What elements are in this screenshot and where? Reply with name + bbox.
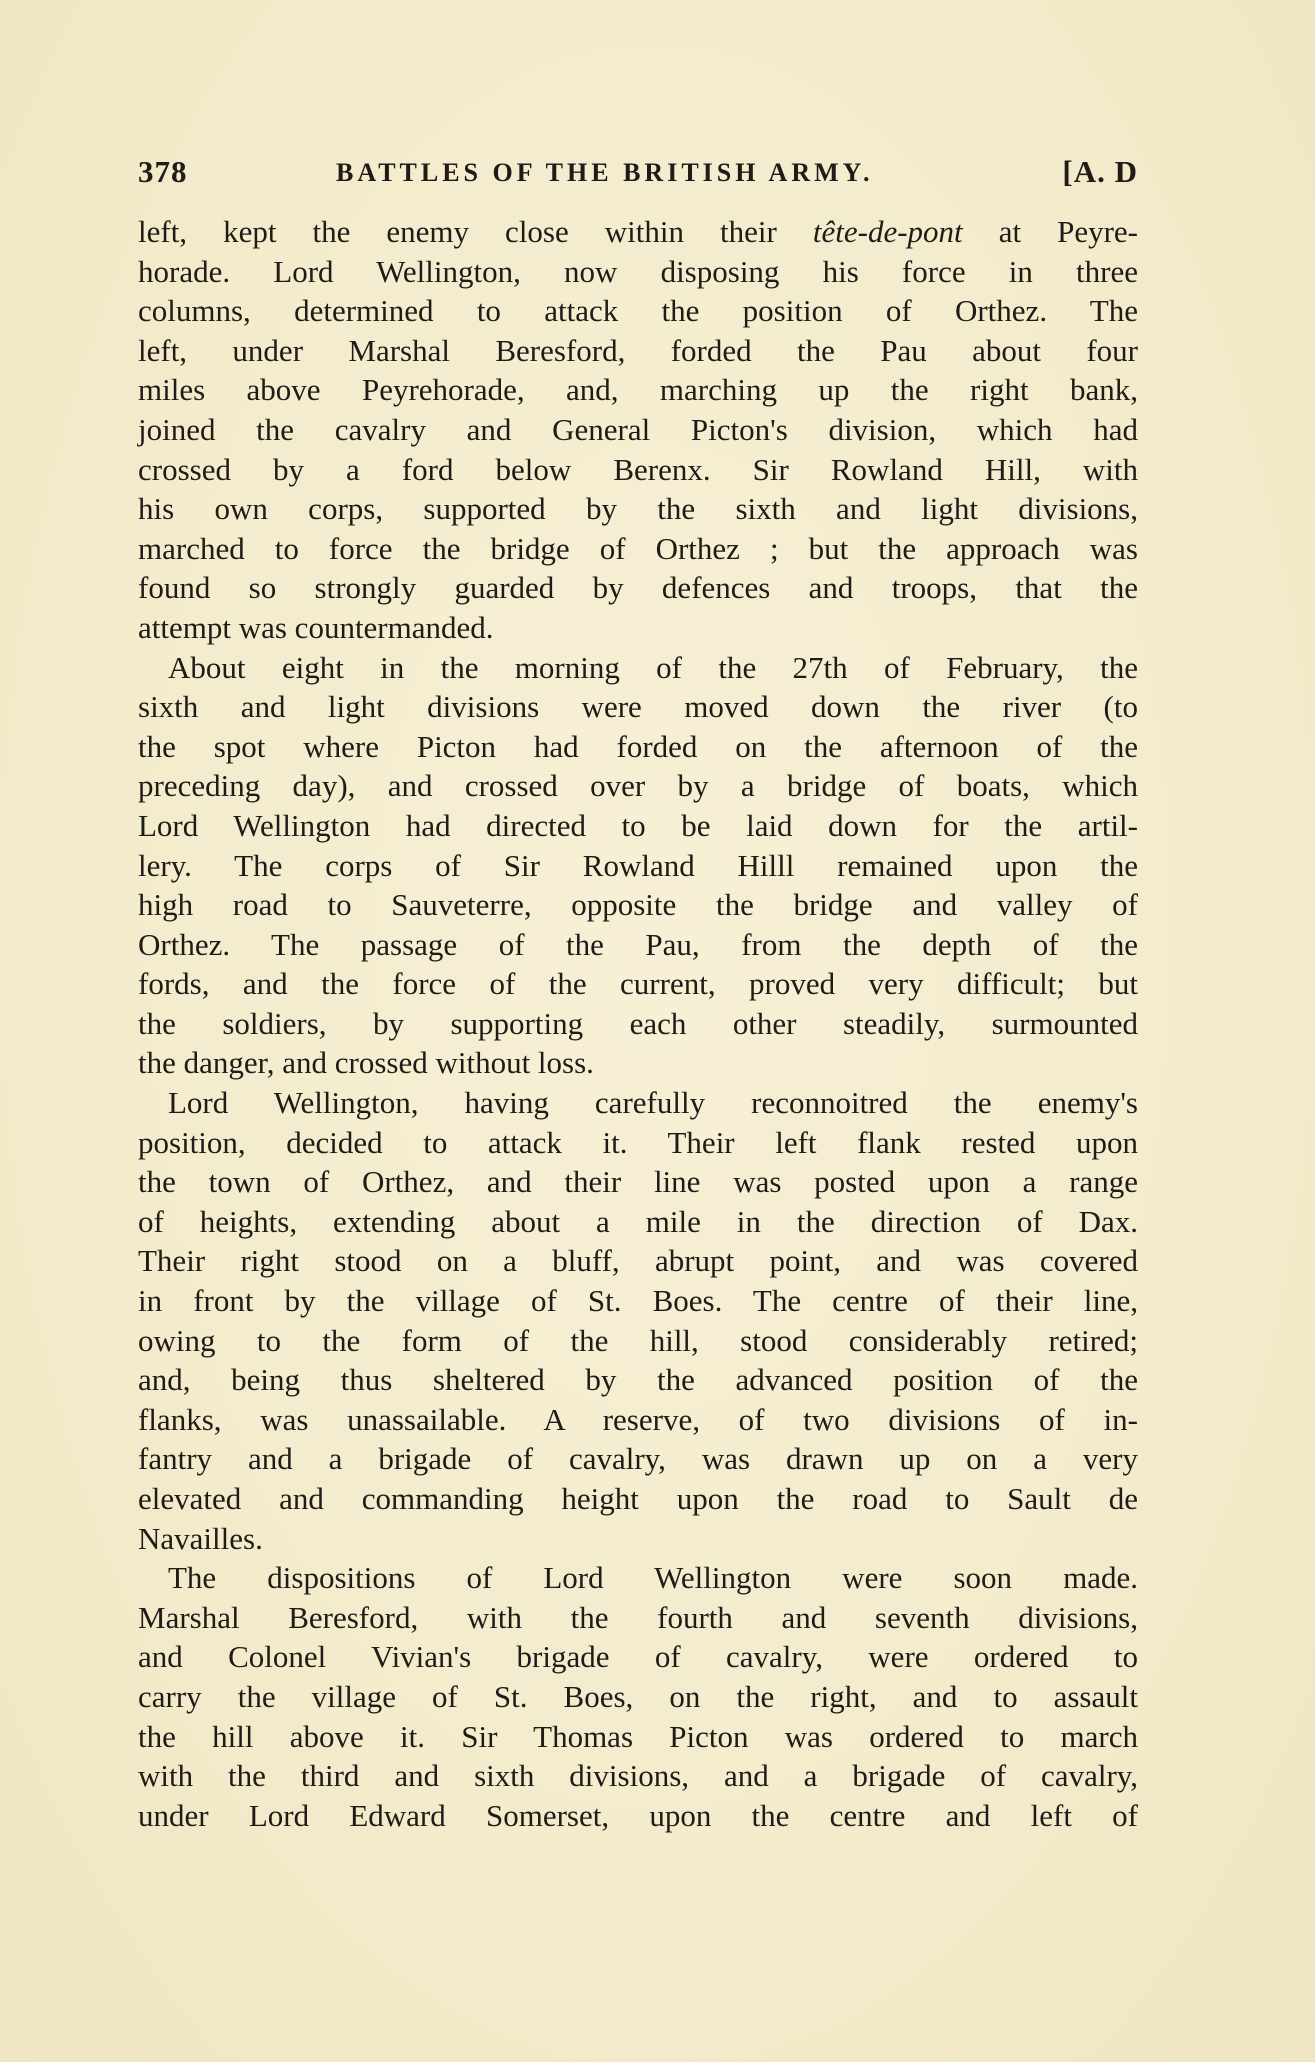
date-mark: [A. D (1062, 154, 1138, 189)
text-line: left, kept the enemy close within their tête-de-pont at Peyre- (138, 214, 1138, 249)
italic-term: tête-de-pont (812, 214, 963, 249)
text-line: crossed by a ford below Berenx. Sir Rowland Hill, with (138, 451, 1138, 487)
text-line: Navailles. (138, 1520, 263, 1556)
text-line: preceding day), and crossed over by a bridge of boats, which (138, 768, 1138, 804)
text-line: Orthez. The passage of the Pau, from the depth of the (138, 926, 1138, 962)
text-line: his own corps, supported by the sixth and light divisions, (138, 491, 1138, 527)
text-line: the danger, and crossed without loss. (138, 1045, 594, 1081)
text-line: fantry and a brigade of cavalry, was drawn up on a very (138, 1441, 1138, 1477)
body-text (138, 212, 1138, 1835)
text-line: in front by the village of St. Boes. The centre of their line, (138, 1283, 1138, 1319)
running-header (138, 154, 1138, 200)
text-line: miles above Peyrehorade, and, marching up the right bank, (138, 372, 1138, 408)
text-line: attempt was countermanded. (138, 609, 494, 645)
text-line: under Lord Edward Somerset, upon the centre and left of (138, 1797, 1138, 1833)
text-line: About eight in the morning of the 27th of February, the (168, 649, 1138, 685)
text-line: found so strongly guarded by defences and troops, that the (138, 570, 1138, 606)
text-line: horade. Lord Wellington, now disposing his force in three (138, 253, 1138, 289)
text-line: and, being thus sheltered by the advanced position of the (138, 1362, 1138, 1398)
text-line: carry the village of St. Boes, on the right, and to assault (138, 1678, 1138, 1714)
text-line: with the third and sixth divisions, and a brigade of cavalry, (138, 1758, 1138, 1794)
text-line: the soldiers, by supporting each other steadily, surmounted (138, 1005, 1138, 1041)
text-line: marched to force the bridge of Orthez ; but the approach was (138, 530, 1138, 566)
running-title: BATTLES OF THE BRITISH ARMY. (336, 158, 874, 187)
text-line: the hill above it. Sir Thomas Picton was ordered to march (138, 1718, 1138, 1754)
text-line: flanks, was unassailable. A reserve, of two divisions of in- (138, 1401, 1138, 1437)
text-line: and Colonel Vivian's brigade of cavalry, were ordered to (138, 1639, 1138, 1675)
text-line: Lord Wellington, having carefully reconnoitred the enemy's (168, 1085, 1138, 1121)
text-line: Their right stood on a bluff, abrupt point, and was covered (138, 1243, 1138, 1279)
text-line: lery. The corps of Sir Rowland Hilll remained upon the (138, 847, 1138, 883)
text-line: position, decided to attack it. Their left flank rested upon (138, 1124, 1138, 1160)
text-line: of heights, extending about a mile in the direction of Dax. (138, 1203, 1138, 1239)
text-line: joined the cavalry and General Picton's division, which had (138, 411, 1138, 447)
text-line: left, under Marshal Beresford, forded the Pau about four (138, 332, 1138, 368)
text-line: columns, determined to attack the position of Orthez. The (138, 293, 1138, 329)
text-line: Lord Wellington had directed to be laid down for the artil- (138, 807, 1138, 843)
text-line: the town of Orthez, and their line was posted upon a range (138, 1164, 1138, 1200)
text-line: fords, and the force of the current, proved very difficult; but (138, 966, 1138, 1002)
text-line: Marshal Beresford, with the fourth and seventh divisions, (138, 1599, 1138, 1635)
page-number: 378 (138, 154, 188, 189)
text-line: the spot where Picton had forded on the afternoon of the (138, 728, 1138, 764)
text-line: elevated and commanding height upon the road to Sault de (138, 1481, 1138, 1516)
text-line: high road to Sauveterre, opposite the bridge and valley of (138, 887, 1138, 923)
text-line: owing to the form of the hill, stood considerably retired; (138, 1322, 1138, 1358)
text-line: The dispositions of Lord Wellington were soon made. (168, 1560, 1138, 1596)
text-line: sixth and light divisions were moved down the river (to (138, 689, 1138, 725)
